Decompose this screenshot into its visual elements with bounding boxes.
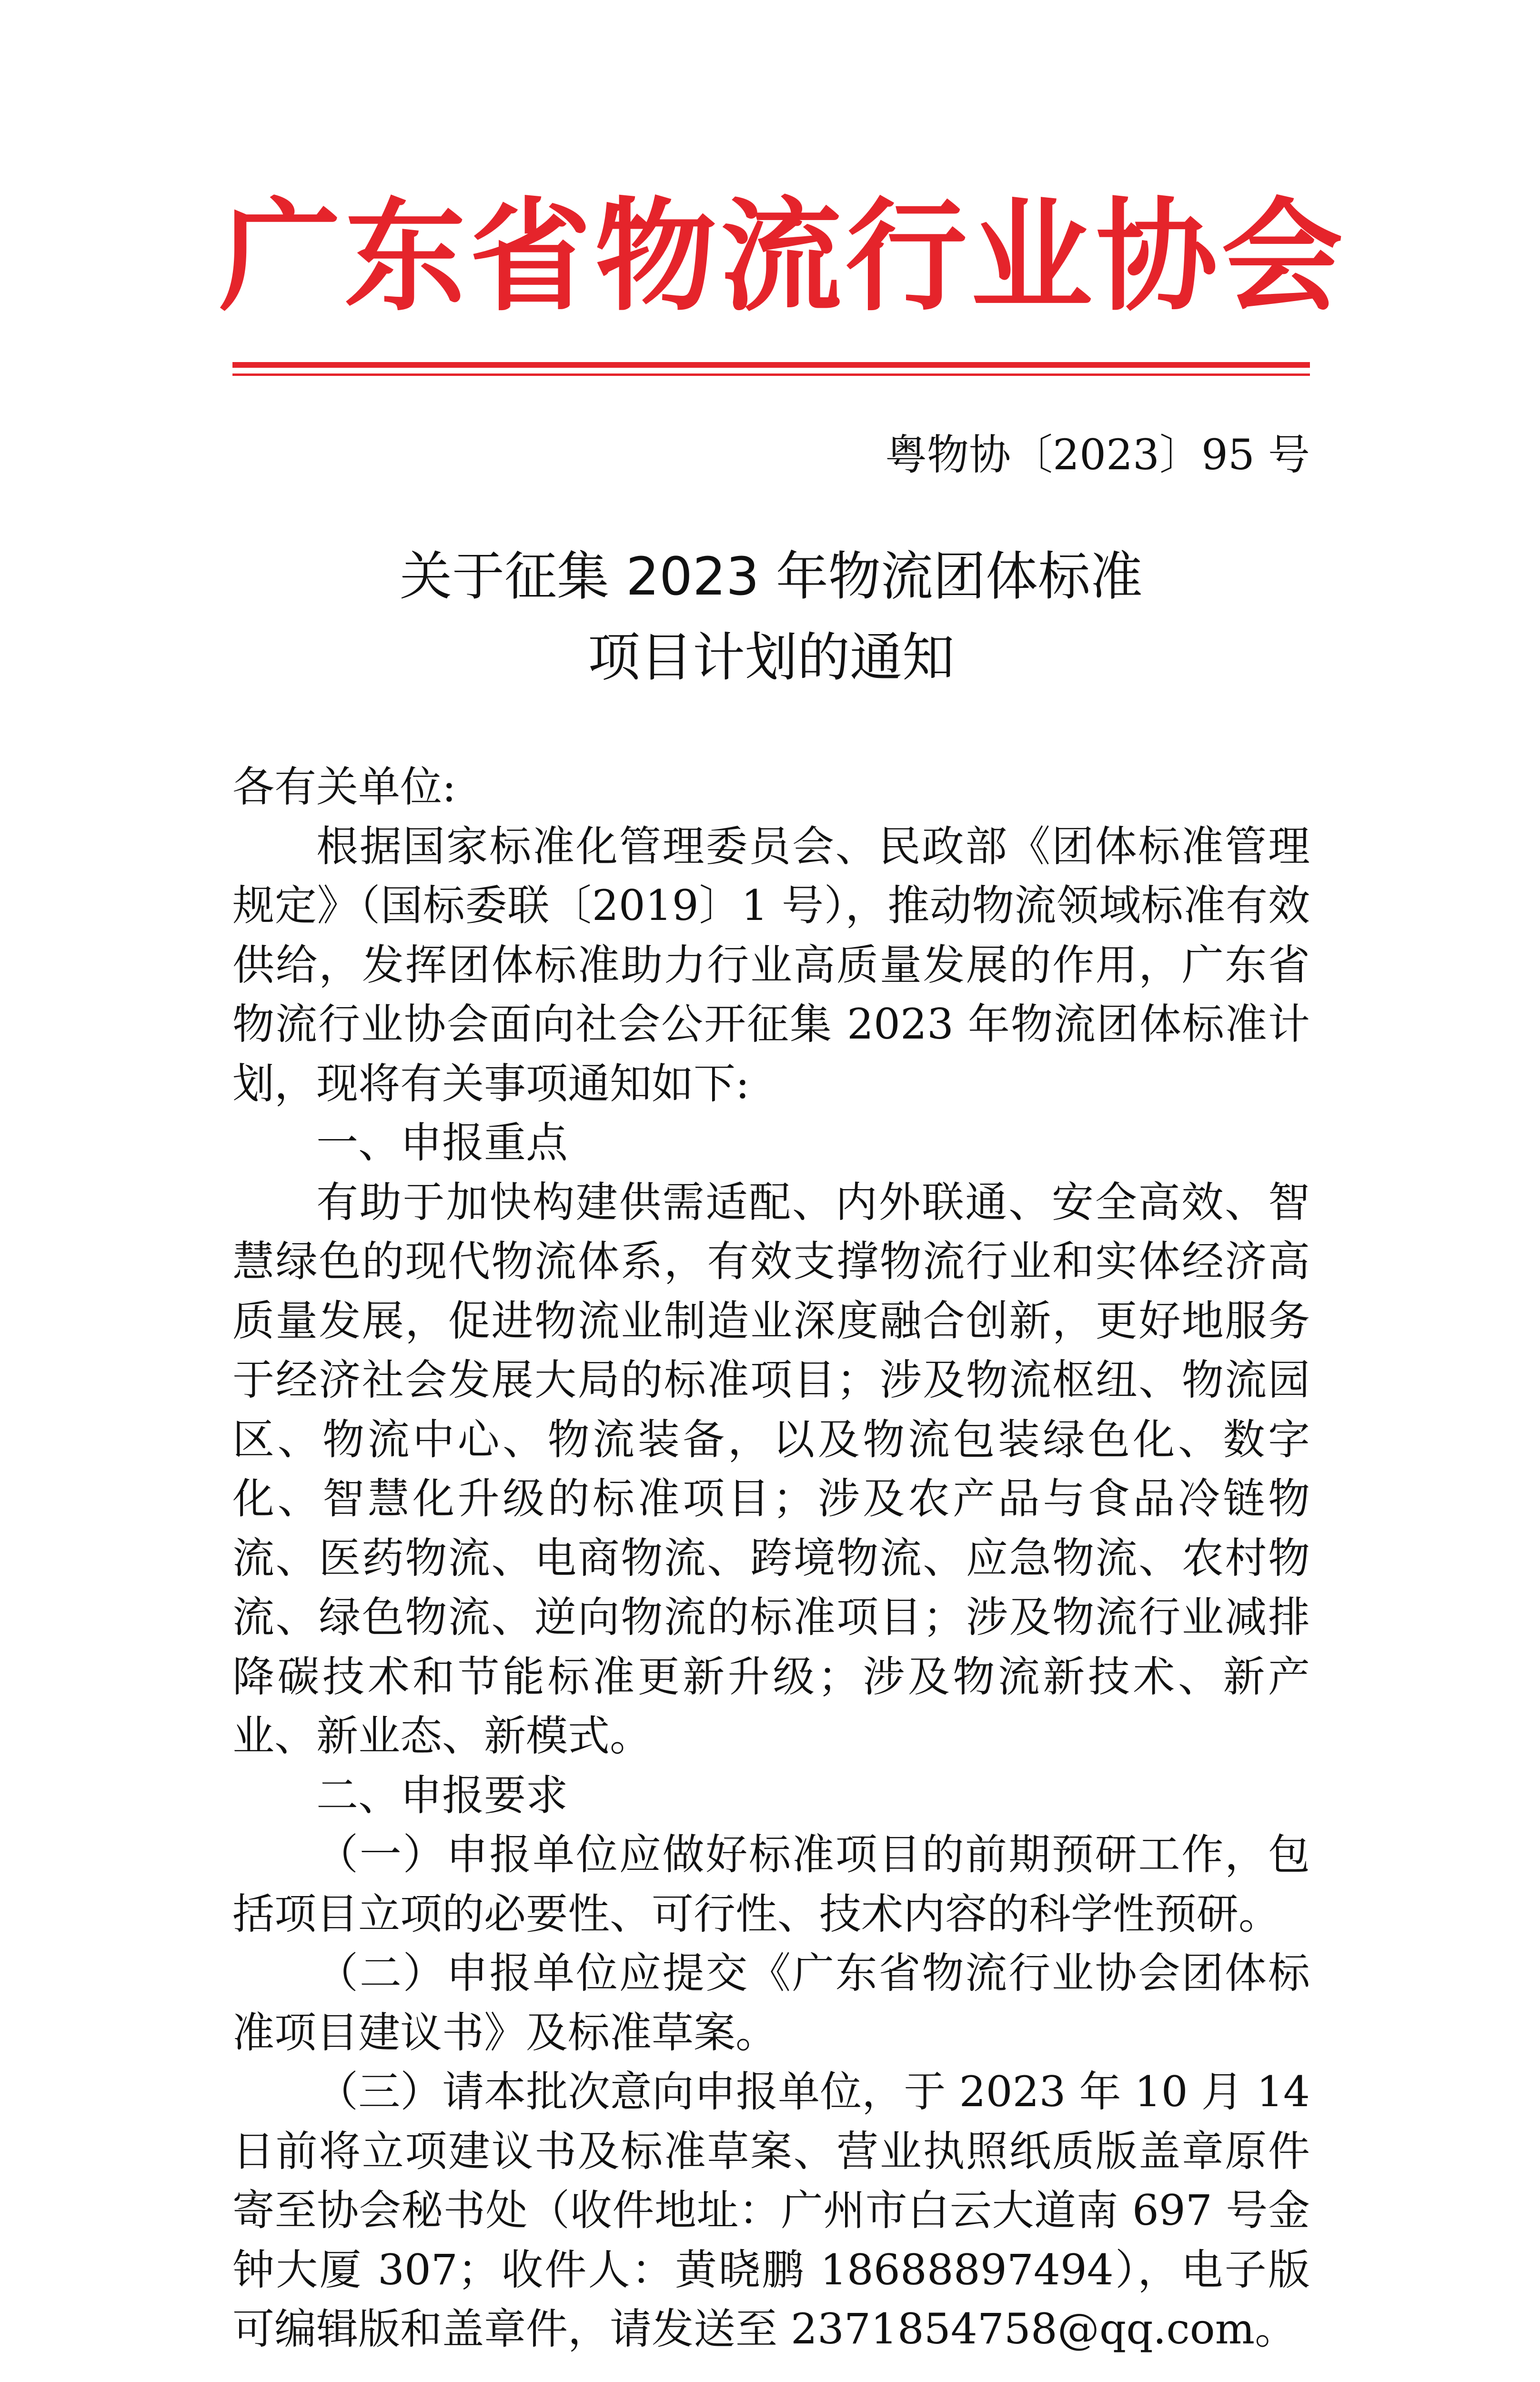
document-title [232, 536, 1310, 698]
section-2-heading: 二、申报要求 [316, 1770, 568, 1820]
requirement-3: （三）请本批次意向申报单位，于 2023 年 10 月 14 日前将立项建议书及标准草案、营业执照纸质版盖章原件寄至协会秘书处（收件地址：广州市白云大道南 697 号金钟大厦 307；收件人：黄晓鹏 18688897494），电子版可编辑版和盖章件，请发送至 2371854758@qq.com。 [232, 2067, 1310, 2353]
intro-paragraph: 根据国家标准化管理委员会、民政部《团体标准管理规定》（国标委联〔2019〕1 号），推动物流领域标准有效供给，发挥团体标准助力行业高质量发展的作用，广东省物流行业协会面向社会公开征集 2023 年物流团体标准计划，现将有关事项通知如下: [232, 821, 1310, 1108]
document-body [232, 757, 1310, 2359]
title-line-1: 关于征集 2023 年物流团体标准 [400, 546, 1143, 607]
letterhead-title: 广东省物流行业协会 [219, 186, 1347, 328]
section-1-heading: 一、申报重点 [316, 1118, 568, 1167]
document-number: 粤物协〔2023〕95 号 [885, 430, 1310, 479]
requirement-2: （二）申报单位应提交《广东省物流行业协会团体标准项目建议书》及标准草案。 [232, 1948, 1310, 2057]
salutation: 各有关单位: [232, 762, 456, 811]
letterhead-rule-thick [232, 362, 1310, 368]
requirement-1: （一）申报单位应做好标准项目的前期预研工作，包括项目立项的必要性、可行性、技术内容的科学性预研。 [232, 1830, 1310, 1938]
letterhead-rule-thin [232, 373, 1310, 376]
title-line-2: 项目计划的通知 [588, 627, 955, 688]
section-1-paragraph: 有助于加快构建供需适配、内外联通、安全高效、智慧绿色的现代物流体系，有效支撑物流行业和实体经济高质量发展，促进物流业制造业深度融合创新，更好地服务于经济社会发展大局的标准项目；涉及物流枢纽、物流园区、物流中心、物流装备，以及物流包装绿色化、数字化、智慧化升级的标准项目；涉及农产品与食品冷链物流、医药物流、电商物流、跨境物流、应急物流、农村物流、绿色物流、逆向物流的标准项目；涉及物流行业减排降碳技术和节能标准更新升级；涉及物流新技术、新产业、新业态、新模式。 [232, 1177, 1310, 1760]
